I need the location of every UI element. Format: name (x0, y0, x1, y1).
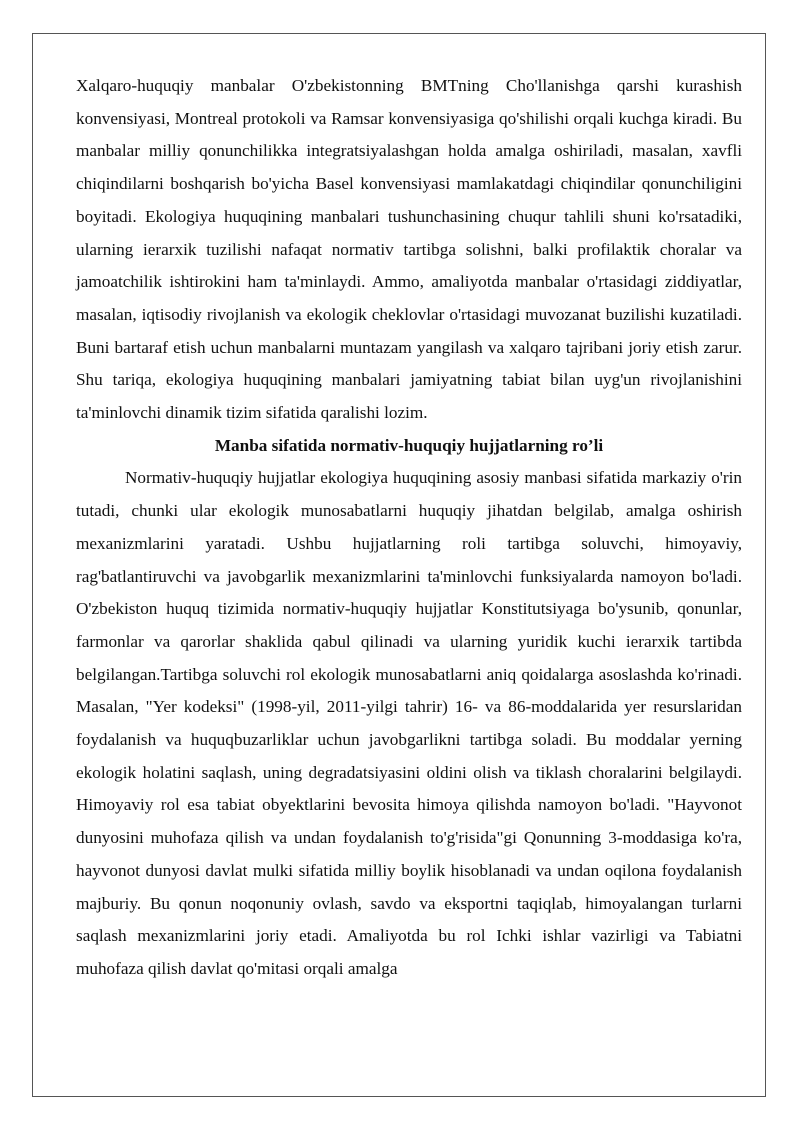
document-body (76, 70, 742, 986)
section-heading: Manba sifatida normativ-huquqiy hujjatlarning ro’li (214, 435, 604, 455)
paragraph-xalqaro-huquqiy-manbalar: Xalqaro-huquqiy manbalar O'zbekistonning BMTning Cho'llanishga qarshi kurashish konvensiyasi, Montreal protokoli va Ramsar konvensiyasiga qo'shilishi orqali kuchga kiradi. Bu manbalar milliy qonunchilikka integratsiyalashgan holda amalga oshiriladi, masalan, xavfli chiqindilarni boshqarish bo'yicha Basel konvensiyasi mamlakatdagi chiqindilar qonunchiligini boyitadi. Ekologiya huquqining manbalari tushunchasining chuqur tahlili shuni ko'rsatadiki, ularning ierarxik tuzilishi nafaqat normativ tartibga solishni, balki profilaktik choralar va jamoatchilik ishtirokini ham ta'minlaydi. Ammo, amaliyotda manbalar o'rtasidagi ziddiyatlar, masalan, iqtisodiy rivojlanish va ekologik cheklovlar o'rtasidagi muvozanat buzilishi kuzatiladi. Buni bartaraf etish uchun manbalarni muntazam yangilash va xalqaro tajribani joriy etish zarur. Shu tariqa, ekologiya huquqining manbalari jamiyatning tabiat bilan uyg'un rivojlanishini ta'minlovchi dinamik tizim sifatida qaralishi lozim. (76, 76, 742, 423)
paragraph-normativ-huquqiy-hujjatlar: Normativ-huquqiy hujjatlar ekologiya huquqining asosiy manbasi sifatida markaziy o'rin tutadi, chunki ular ekologik munosabatlarni huquqiy jihatdan belgilab, amalga oshirish mexanizmlarini yaratadi. Ushbu hujjatlarning roli tartibga soluvchi, himoyaviy, rag'batlantiruvchi va javobgarlik mexanizmlarini ta'minlovchi funksiyalarda namoyon bo'ladi. O'zbekiston huquq tizimida normativ-huquqiy hujjatlar Konstitutsiyaga bo'ysunib, qonunlar, farmonlar va qarorlar shaklida qabul qilinadi va ularning yuridik kuchi ierarxik tartibda belgilangan.Tartibga soluvchi rol ekologik munosabatlarni aniq qoidalarga asoslashda ko'rinadi. Masalan, "Yer kodeksi" (1998-yil, 2011-yilgi tahrir) 16- va 86-moddalarida yer resurslaridan foydalanish va huquqbuzarliklar uchun javobgarlikni tartibga soladi. Bu moddalar yerning ekologik holatini saqlash, uning degradatsiyasini oldini olish va tiklash choralarini belgilaydi. Himoyaviy rol esa tabiat obyektlarini bevosita himoya qilishda namoyon bo'ladi. "Hayvonot dunyosini muhofaza qilish va undan foydalanish to'g'risida"gi Qonunning 3-moddasiga ko'ra, hayvonot dunyosi davlat mulki sifatida milliy boylik hisoblanadi va undan oqilona foydalanish majburiy. Bu qonun noqonuniy ovlash, savdo va eksportni taqiqlab, himoyalangan turlarni saqlash mexanizmlarini joriy etadi. Amaliyotda bu rol Ichki ishlar vazirligi va Tabiatni muhofaza qilish davlat qo'mitasi orqali amalga (76, 468, 742, 978)
